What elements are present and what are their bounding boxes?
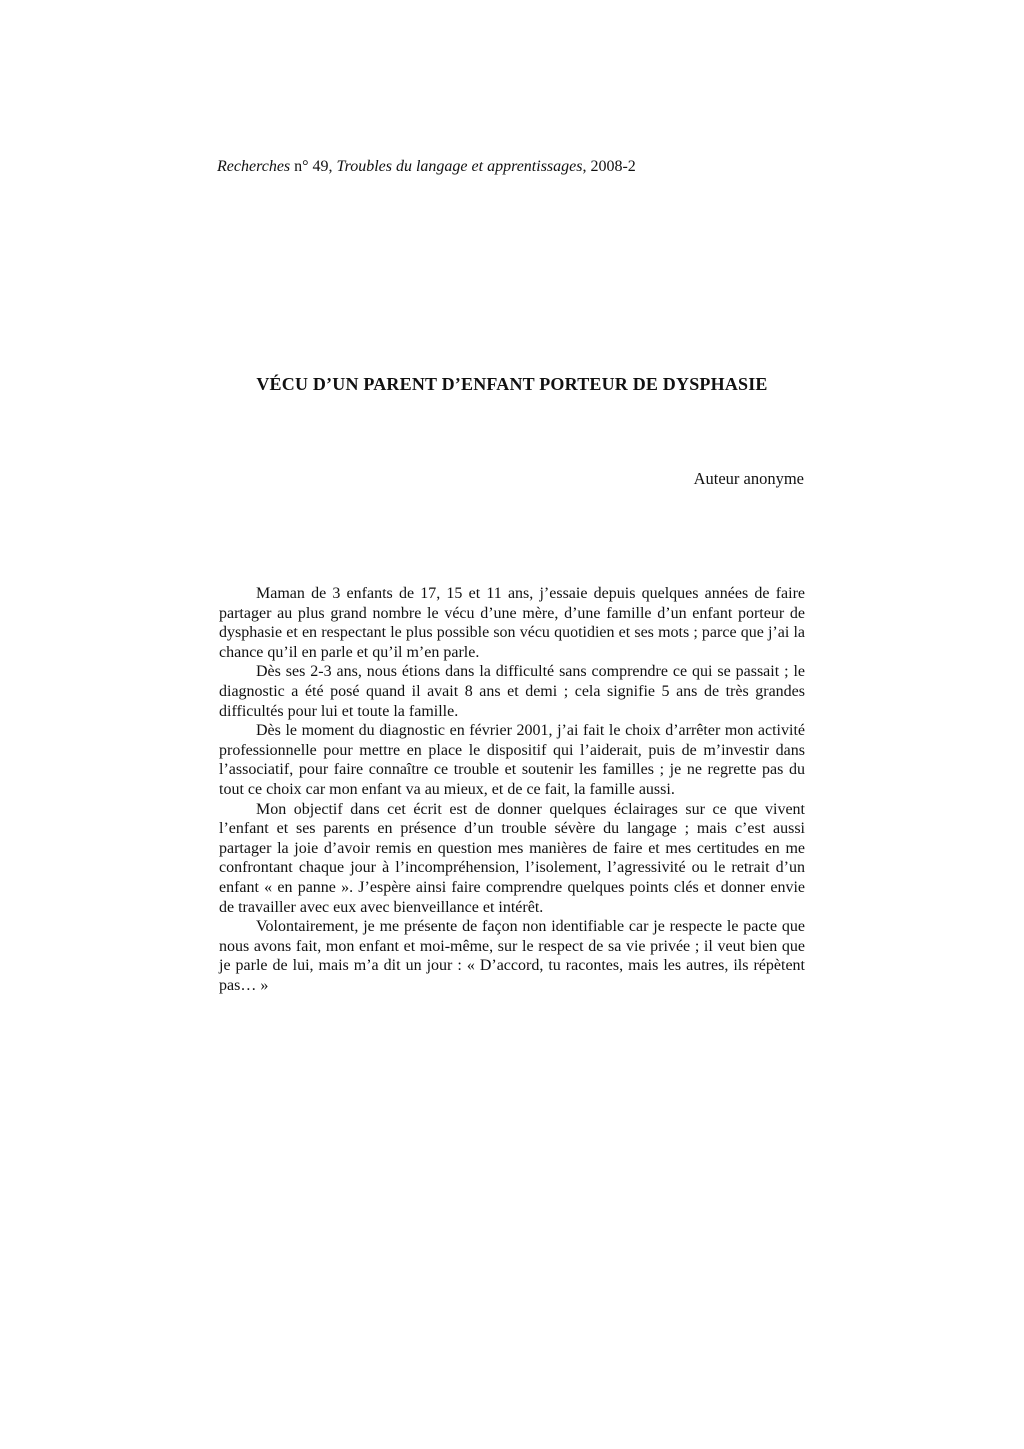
issue-number: n° 49,	[290, 158, 337, 175]
paragraph: Maman de 3 enfants de 17, 15 et 11 ans, j’essaie depuis quelques années de faire partager au plus grand nombre le vécu d’une mère, d’une famille d’un enfant porteur de dysphasie et en respectant le plus possible son vécu quotidien et ses mots ; parce que j’ai la chance qu’il en parle et qu’il m’en parle.	[219, 585, 805, 661]
paragraph: Dès ses 2-3 ans, nous étions dans la difficulté sans comprendre ce qui se passait ; le diagnostic a été posé quand il avait 8 ans et demi ; cela signifie 5 ans de très grandes difficultés pour lui et toute la famille.	[219, 663, 805, 720]
paragraph: Dès le moment du diagnostic en février 2001, j’ai fait le choix d’arrêter mon activité professionnelle pour mettre en place le dispositif qui l’aiderait, puis de m’investir dans l’associatif, pour faire connaître ce trouble et soutenir les familles ; je ne regrette pas du tout ce choix car mon enfant va au mieux, et de ce fait, la famille aussi.	[219, 722, 805, 798]
article-title: VÉCU D’UN PARENT D’ENFANT PORTEUR DE DYSPHASIE	[256, 374, 768, 394]
article-body	[219, 584, 805, 995]
paragraph: Volontairement, je me présente de façon non identifiable car je respecte le pacte que nous avons fait, mon enfant et moi-même, sur le respect de sa vie privée ; il veut bien que je parle de lui, mais m’a dit un jour : « D’accord, tu racontes, mais les autres, ils répètent pas… »	[219, 918, 805, 994]
journal-name: Recherches	[217, 158, 291, 175]
author-name: Auteur anonyme	[693, 469, 804, 488]
running-header	[217, 157, 636, 177]
issue-year: , 2008-2	[582, 158, 636, 175]
issue-theme: Troubles du langage et apprentissages	[336, 158, 583, 175]
paragraph: Mon objectif dans cet écrit est de donner quelques éclairages sur ce que vivent l’enfant et ses parents en présence d’un trouble sévère du langage ; mais c’est aussi partager la joie d’avoir remis en question mes manières de faire et mes certitudes en me confrontant chaque jour à l’incompréhension, l’isolement, l’agressivité ou le retrait d’un enfant « en panne ». J’espère ainsi faire comprendre quelques points clés et donner envie de travailler avec eux avec bienveillance et intérêt.	[219, 800, 805, 916]
